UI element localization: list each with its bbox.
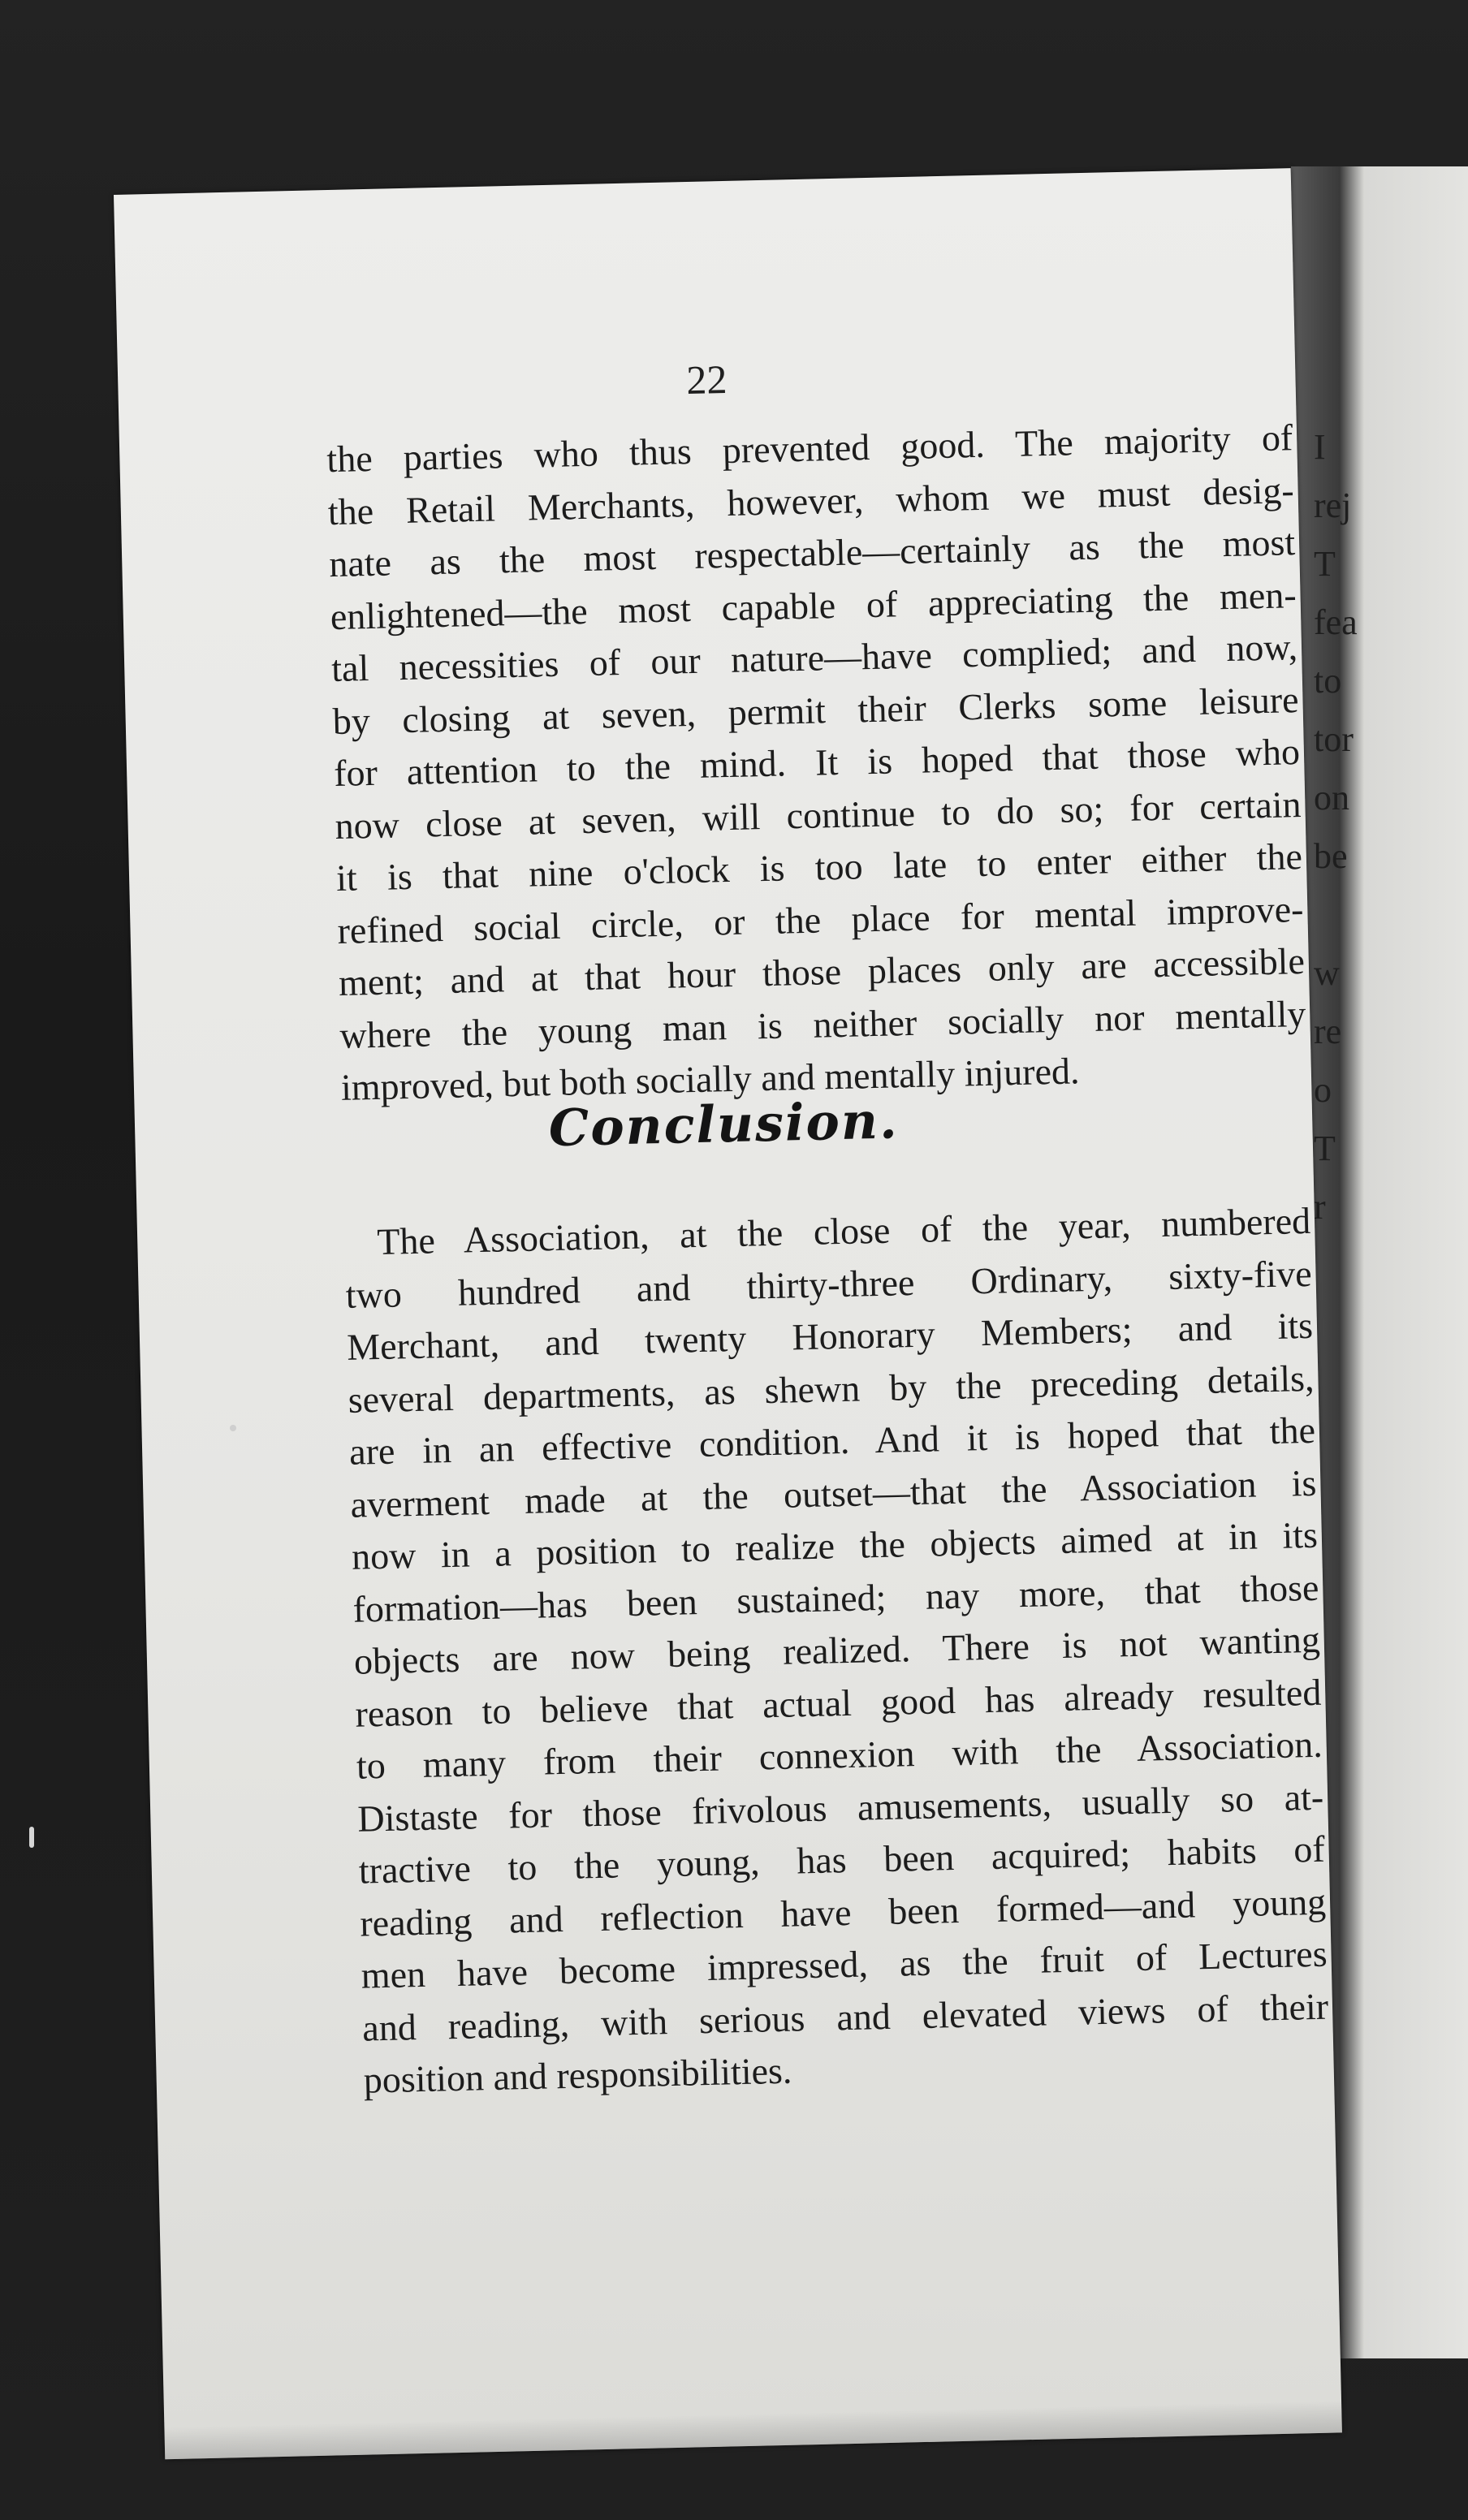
document-page xyxy=(114,168,1342,2459)
facing-fragment: T xyxy=(1314,1128,1336,1168)
text-line: for attention to the mind. It is hoped that those who xyxy=(333,731,1301,795)
facing-fragment: be xyxy=(1314,836,1348,876)
text-line: two hundred and thirty-three Ordinary, sixty-five xyxy=(345,1252,1313,1316)
text-line: now close at seven, will continue to do so; for certain xyxy=(335,783,1302,847)
text-line: men have become impressed, as the fruit of Lectures xyxy=(361,1932,1328,1996)
text-line: reading and reflection have been formed—and young xyxy=(359,1880,1327,1944)
text-line: to many from their connexion with the Association. xyxy=(356,1723,1323,1787)
text-line: tal necessities of our nature—have complied; and now, xyxy=(330,626,1298,690)
text-line: and reading, with serious and elevated views of their xyxy=(361,1985,1329,2049)
facing-fragment: r xyxy=(1314,1187,1326,1227)
facing-fragment: rej xyxy=(1314,485,1352,525)
text-line: refined social circle, or the place for mental improve- xyxy=(337,887,1304,951)
text-line: the parties who thus prevented good. The majority of xyxy=(326,416,1293,481)
scan-speck xyxy=(29,1827,34,1848)
body-paragraph-2 xyxy=(344,1195,1331,2107)
text-line: now in a position to realize the objects aimed at in its xyxy=(351,1513,1319,1577)
scan-speck xyxy=(230,1425,236,1431)
text-line: ment; and at that hour those places only are accessible xyxy=(338,939,1306,1003)
facing-fragment: tor xyxy=(1314,719,1354,759)
facing-fragment: w xyxy=(1314,953,1340,993)
facing-fragment: I xyxy=(1314,427,1326,467)
text-line: several departments, as shewn by the preceding details, xyxy=(348,1357,1315,1421)
text-line: formation—has been sustained; nay more, that those xyxy=(352,1566,1319,1630)
text-line: improved, but both socially and mentally injured. xyxy=(340,1050,1080,1108)
text-line: where the young man is neither socially nor mentally xyxy=(339,992,1306,1056)
text-line: objects are now being realized. There is not wanting xyxy=(353,1618,1321,1682)
text-line: reason to believe that actual good has already resulted xyxy=(354,1671,1322,1735)
facing-fragment: on xyxy=(1314,778,1349,818)
body-paragraph-1 xyxy=(326,412,1308,1114)
page-number: 22 xyxy=(685,356,728,403)
text-line: position and responsibilities. xyxy=(363,2049,792,2101)
text-line: averment made at the outset—that the Association is xyxy=(350,1461,1317,1525)
text-line: Merchant, and twenty Honorary Members; and its xyxy=(346,1304,1314,1368)
facing-fragment: o xyxy=(1314,1070,1332,1110)
text-line: nate as the most respectable—certainly as the most xyxy=(328,521,1296,585)
text-line: the Retail Merchants, however, whom we must desig- xyxy=(327,468,1295,533)
section-heading: Conclusion. xyxy=(548,1090,900,1159)
text-line: The Association, at the close of the year, numbered xyxy=(376,1199,1311,1262)
facing-page-text xyxy=(1314,418,1369,1236)
text-line: Distaste for those frivolous amusements, usually so at- xyxy=(356,1776,1324,1840)
facing-fragment xyxy=(1314,886,1369,944)
text-line: are in an effective condition. And it is hoped that the xyxy=(348,1409,1316,1473)
text-line: it is that nine o'clock is too late to enter either the xyxy=(335,835,1303,899)
facing-fragment: re xyxy=(1314,1012,1342,1051)
facing-fragment: to xyxy=(1314,661,1342,701)
text-line: tractive to the young, has been acquired; habits of xyxy=(358,1827,1326,1892)
text-line: enlightened—the most capable of appreciating the men- xyxy=(330,573,1297,637)
facing-fragment: T xyxy=(1314,544,1336,584)
text-line: by closing at seven, permit their Clerks some leisure xyxy=(332,678,1300,742)
facing-fragment: fea xyxy=(1314,602,1358,642)
